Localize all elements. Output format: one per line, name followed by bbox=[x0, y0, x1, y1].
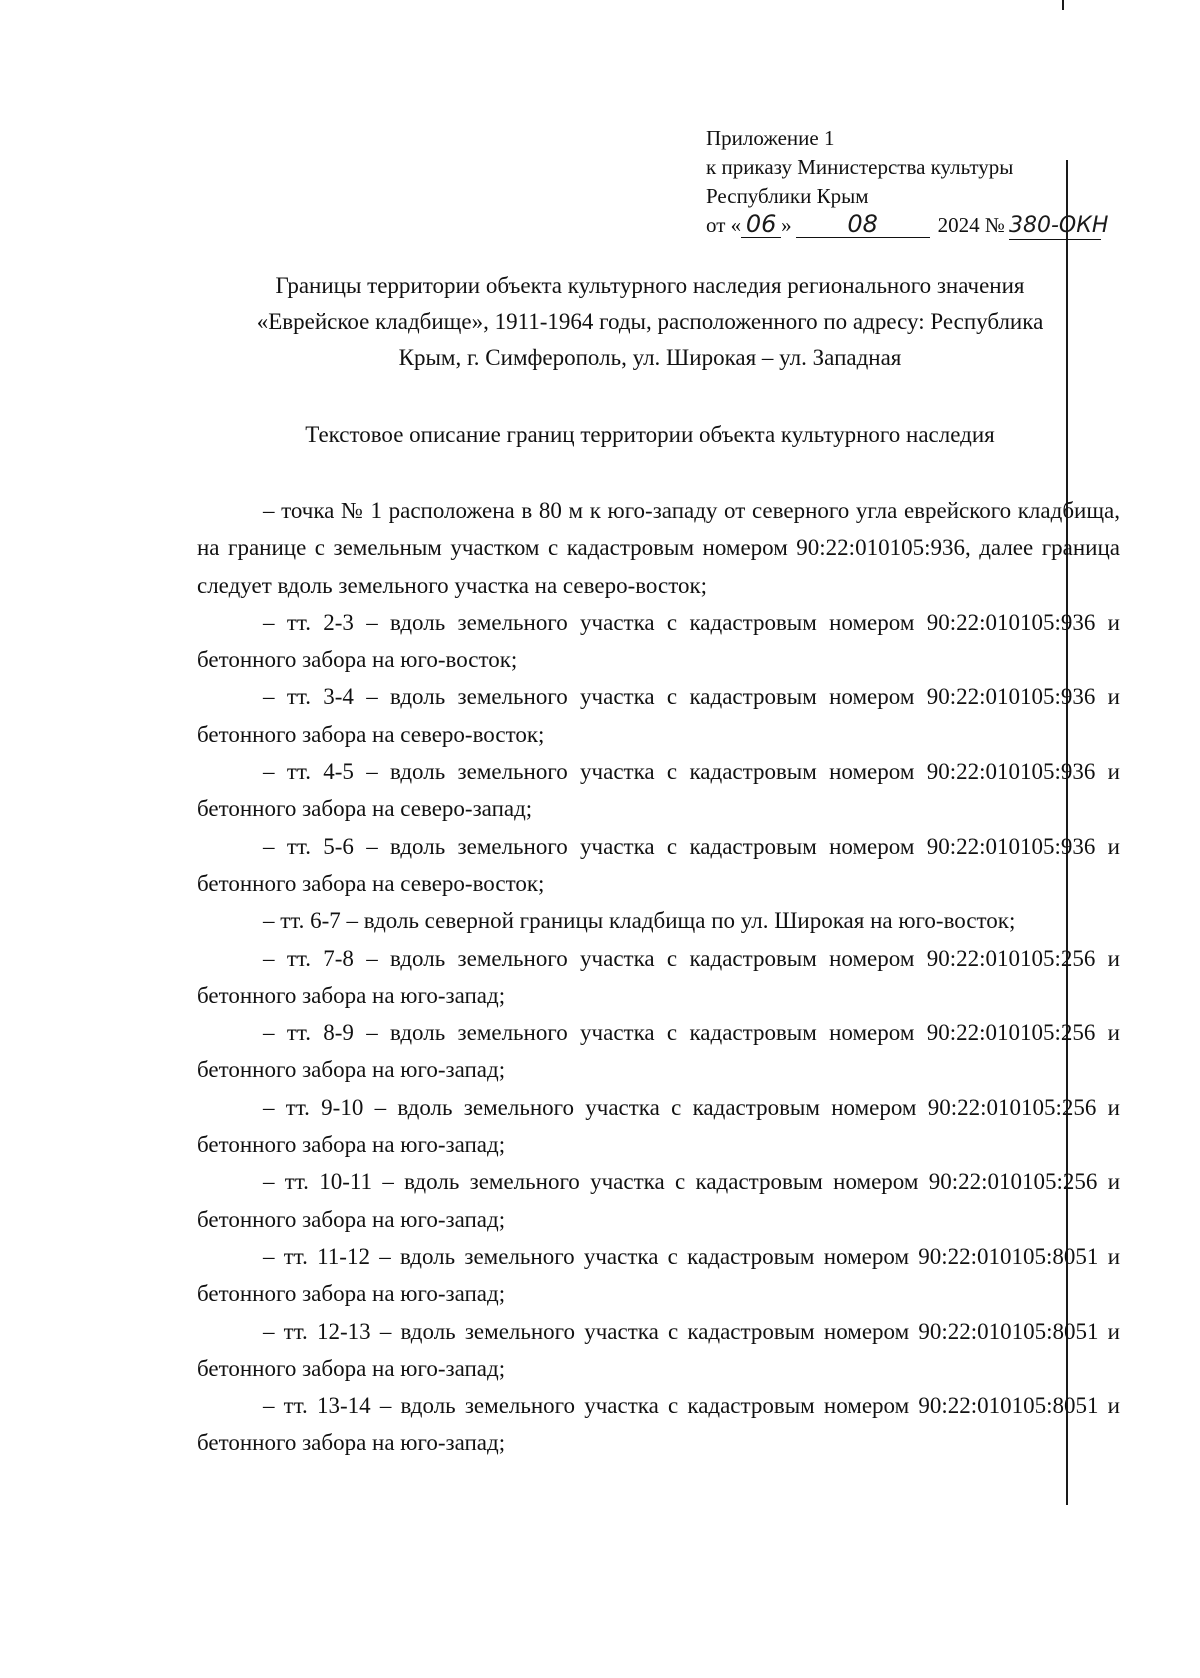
boundary-paragraph: – тт. 8-9 – вдоль земельного участка с кадастровым номером 90:22:010105:256 и бетонного забора на юго-запад; bbox=[197, 1020, 1120, 1083]
boundary-paragraph: – тт. 7-8 – вдоль земельного участка с кадастровым номером 90:22:010105:256 и бетонного забора на юго-запад; bbox=[197, 945, 1120, 1008]
boundary-description bbox=[197, 492, 1120, 1462]
boundary-paragraph: – тт. 9-10 – вдоль земельного участка с кадастровым номером 90:22:010105:256 и бетонного забора на юго-запад; bbox=[197, 1094, 1120, 1158]
boundary-paragraph: – тт. 13-14 – вдоль земельного участка с кадастровым номером 90:22:010105:8051 и бетонного забора на юго-запад; bbox=[197, 1393, 1120, 1456]
section-heading: Текстовое описание границ территории объекта культурного наследия bbox=[305, 422, 995, 447]
appendix-block bbox=[706, 124, 1109, 240]
boundary-paragraph: – тт. 3-4 – вдоль земельного участка с кадастровым номером 90:22:010105:936 и бетонного забора на северо-восток; bbox=[197, 684, 1120, 747]
boundary-paragraph: – точка № 1 расположена в 80 м к юго-западу от северного угла еврейского кладбища, на границе с земельным участком с кадастровым номером 90:22:010105:936, далее граница следует вдоль земельного участка на северо-восток; bbox=[197, 498, 1120, 598]
title-line-3: Крым, г. Симферополь, ул. Широкая – ул. Западная bbox=[398, 345, 902, 370]
boundary-paragraph: – тт. 6-7 – вдоль северной границы кладбища по ул. Широкая на юго-восток; bbox=[263, 908, 1016, 934]
document-title bbox=[170, 268, 1130, 376]
date-day-suffix: » bbox=[781, 213, 792, 237]
boundary-paragraph: – тт. 4-5 – вдоль земельного участка с кадастровым номером 90:22:010105:936 и бетонного забора на северо-запад; bbox=[197, 759, 1120, 822]
boundary-paragraph: – тт. 12-13 – вдоль земельного участка с кадастровым номером 90:22:010105:8051 и бетонного забора на юго-запад; bbox=[197, 1318, 1120, 1381]
appendix-line-2: к приказу Министерства культуры bbox=[706, 155, 1014, 179]
title-line-2: «Еврейское кладбище», 1911-1964 годы, расположенного по адресу: Республика bbox=[256, 309, 1044, 334]
date-year: 2024 № bbox=[937, 213, 1005, 237]
appendix-line-1: Приложение 1 bbox=[706, 126, 835, 150]
boundary-paragraph: – тт. 11-12 – вдоль земельного участка с кадастровым номером 90:22:010105:8051 и бетонного забора на юго-запад; bbox=[197, 1243, 1120, 1307]
boundary-paragraph: – тт. 10-11 – вдоль земельного участка с кадастровым номером 90:22:010105:256 и бетонного забора на юго-запад; bbox=[197, 1169, 1120, 1232]
scan-artifact-tick bbox=[1062, 0, 1064, 10]
appendix-line-3: Республики Крым bbox=[706, 184, 869, 208]
boundary-paragraph: – тт. 5-6 – вдоль земельного участка с кадастровым номером 90:22:010105:936 и бетонного забора на северо-восток; bbox=[197, 833, 1120, 896]
order-number-handwritten: 380-ОКН bbox=[1008, 213, 1109, 238]
date-day-handwritten: 06 bbox=[741, 211, 781, 238]
appendix-date-line bbox=[706, 210, 1109, 240]
boundary-paragraph: – тт. 2-3 – вдоль земельного участка с кадастровым номером 90:22:010105:936 и бетонного забора на юго-восток; bbox=[197, 609, 1120, 673]
title-line-1: Границы территории объекта культурного наследия регионального значения bbox=[275, 273, 1025, 298]
date-month-handwritten: 08 bbox=[796, 211, 930, 238]
date-prefix: от « bbox=[706, 213, 742, 237]
